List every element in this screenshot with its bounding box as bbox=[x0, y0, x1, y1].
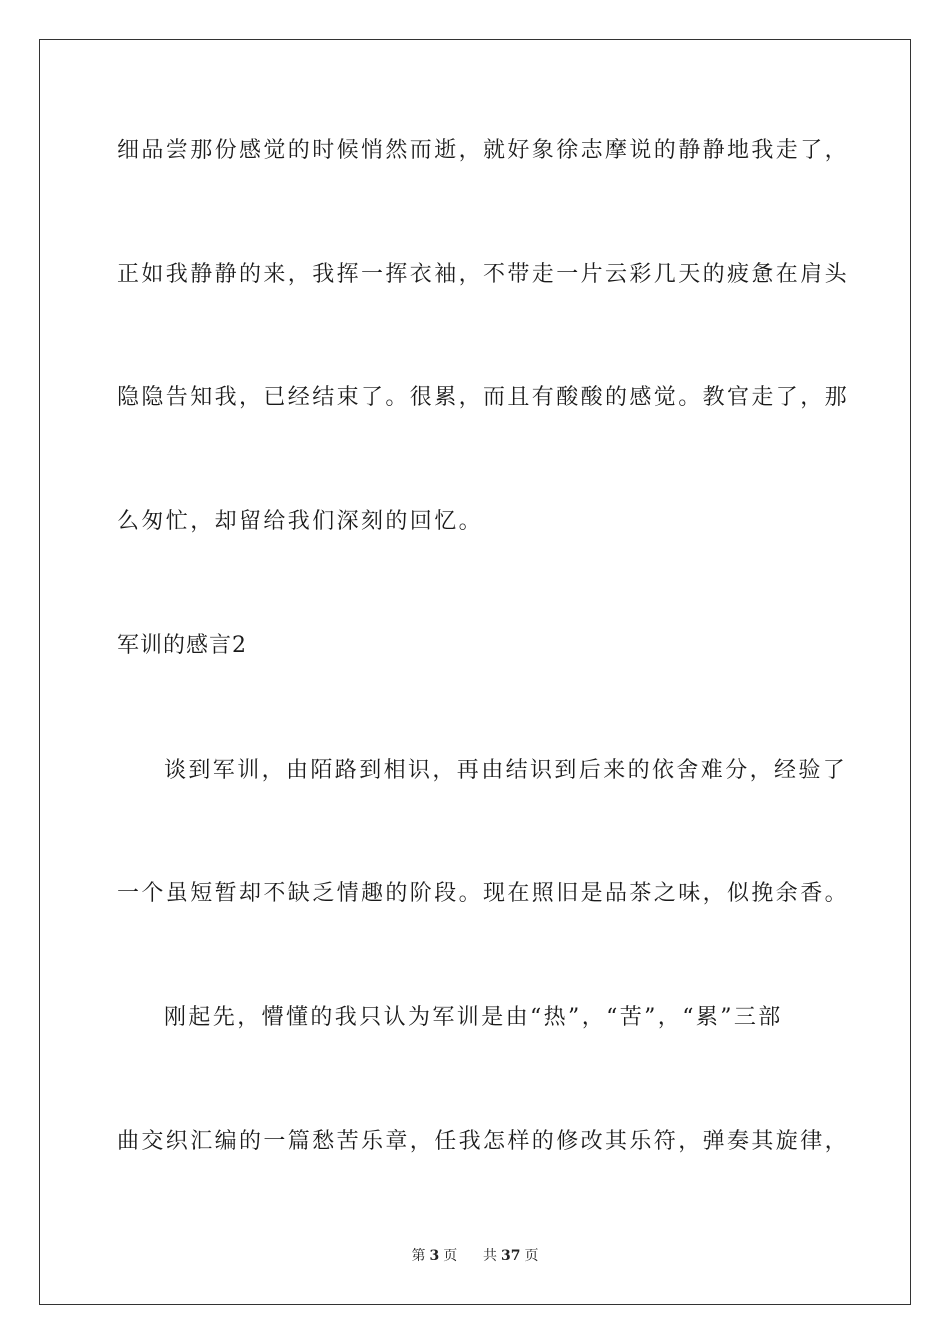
paragraph-2-line-2: 曲交织汇编的一篇愁苦乐章，任我怎样的修改其乐符，弹奏其旋律， bbox=[117, 1129, 850, 1154]
paragraph-1-line-1: 谈到军训，由陌路到相识，再由结识到后来的依舍难分，经验了 bbox=[164, 758, 848, 783]
text-line-3: 隐隐告知我，已经结束了。很累，而且有酸酸的感觉。教官走了，那 bbox=[117, 385, 850, 410]
paragraph-1-line-2: 一个虽短暂却不缺乏情趣的阶段。现在照旧是品茶之味，似挽余香。 bbox=[117, 881, 850, 906]
page-suffix: 页 bbox=[443, 1248, 458, 1264]
text-line-2: 正如我静静的来，我挥一挥衣袖，不带走一片云彩几天的疲惫在肩头 bbox=[117, 262, 850, 287]
text-line-1: 细品尝那份感觉的时候悄然而逝，就好象徐志摩说的静静地我走了， bbox=[117, 138, 850, 163]
page-indicator bbox=[409, 1248, 459, 1264]
total-prefix: 共 bbox=[483, 1248, 498, 1264]
page-border bbox=[39, 39, 911, 1305]
paragraph-2-line-1: 刚起先，懵懂的我只认为军训是由“热”，“苦”，“累”三部 bbox=[164, 1005, 783, 1030]
section-heading: 军训的感言2 bbox=[117, 633, 247, 658]
total-pages: 37 bbox=[501, 1248, 521, 1264]
page-prefix: 第 bbox=[411, 1248, 426, 1264]
total-pages-indicator bbox=[481, 1248, 540, 1264]
text-line-4: 么匆忙，却留给我们深刻的回忆。 bbox=[117, 509, 484, 534]
total-suffix: 页 bbox=[524, 1248, 539, 1264]
page-footer bbox=[0, 1246, 950, 1266]
page-number: 3 bbox=[429, 1248, 440, 1264]
